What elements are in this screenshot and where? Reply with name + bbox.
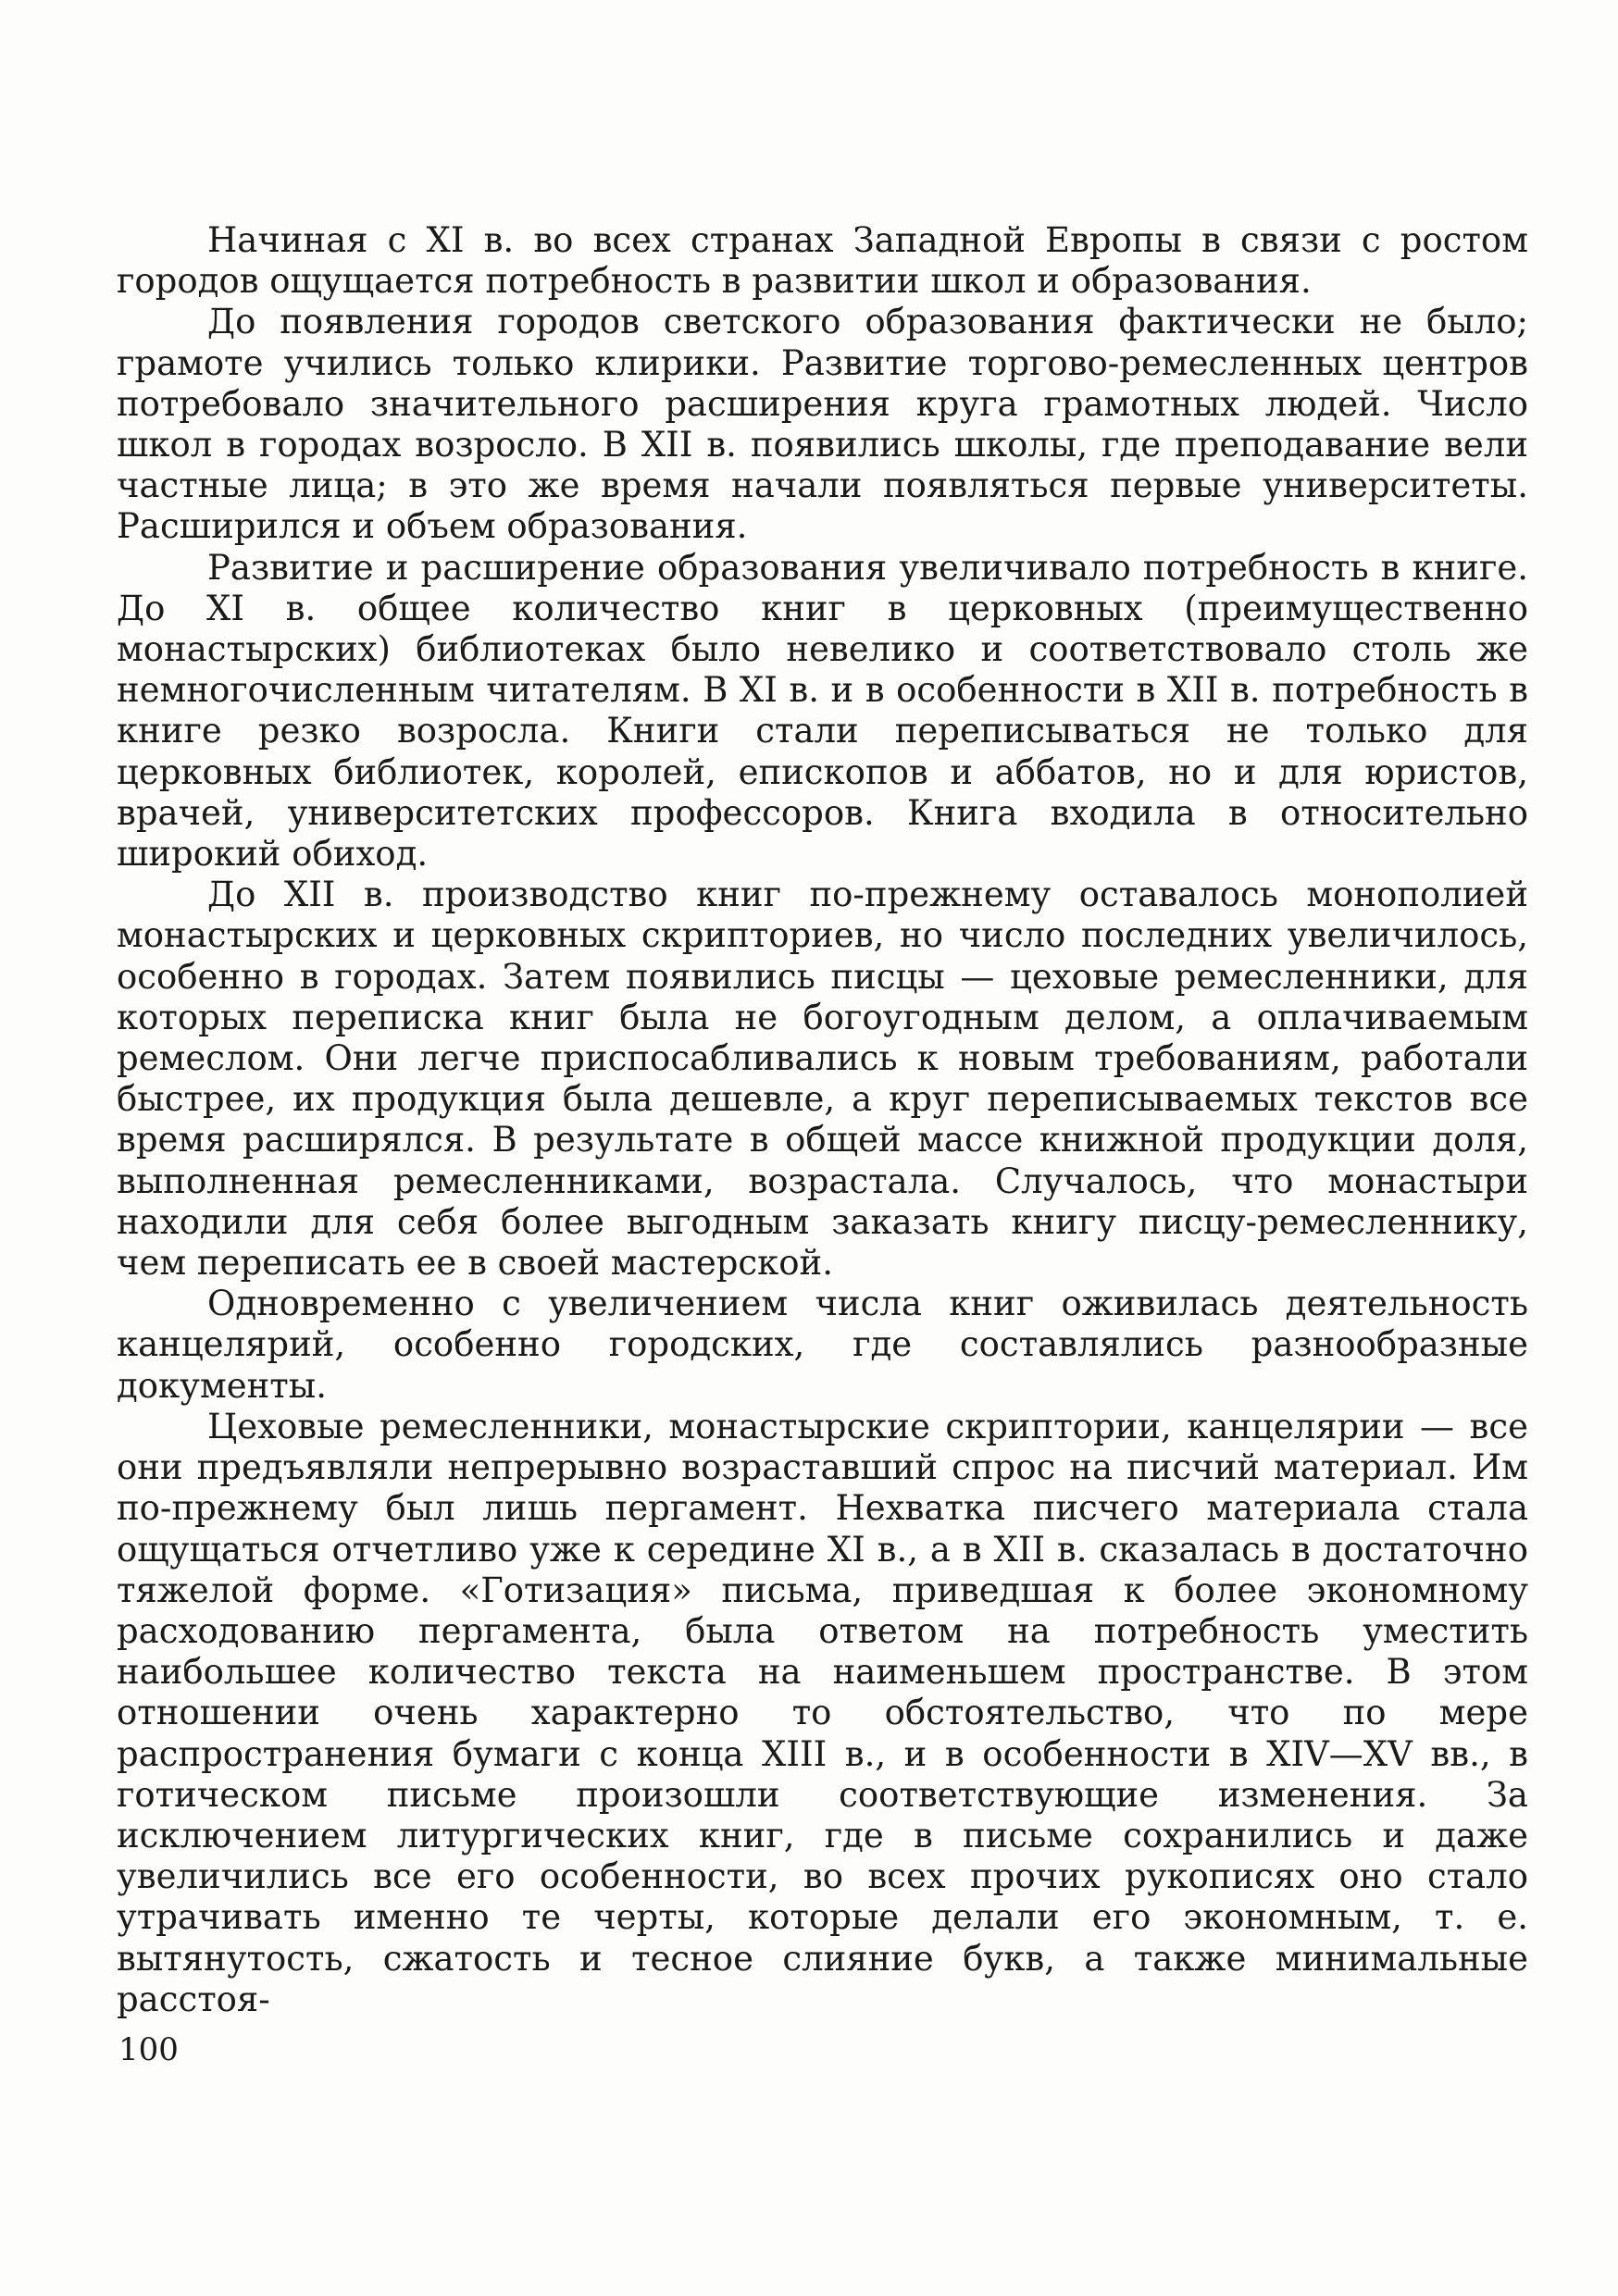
body-text: [117, 220, 1528, 2020]
paragraph-4: До XII в. производство книг по-прежнему оставалось монополией монастырских и церковных скрипториев, но число последних увеличилось, особенно в городах. Затем появились писцы — цеховые ремесленники, для которых переписка книг была не богоугодным делом, а оплачиваемым ремеслом. Они легче приспосабливались к новым требованиям, работали быстрее, их продукция была дешевле, а круг переписываемых текстов все время расширялся. В результате в общей массе книжной продукции доля, выполненная ремесленниками, возрастала. Случалось, что монастыри находили для себя более выгодным заказать книгу писцу-ремесленнику, чем переписать ее в своей мастерской.: [117, 875, 1528, 1284]
paragraph-1: Начиная с XI в. во всех странах Западной Европы в связи с ростом городов ощущается потребность в развитии школ и образования.: [117, 220, 1528, 302]
paragraph-3: Развитие и расширение образования увеличивало потребность в книге. До XI в. общее количество книг в церковных (преимущественно монастырских) библиотеках было невелико и соответствовало столь же немногочисленным читателям. В XI в. и в особенности в XII в. потребность в книге резко возросла. Книги стали переписываться не только для церковных библиотек, королей, епископов и аббатов, но и для юристов, врачей, университетских профессоров. Книга входила в относительно широкий обиход.: [117, 547, 1528, 875]
paragraph-5: Одновременно с увеличением числа книг оживилась деятельность канцелярий, особенно городских, где составлялись разнообразные документы.: [117, 1284, 1528, 1406]
paragraph-6: Цеховые ремесленники, монастырские скриптории, канцелярии — все они предъявляли непрерывно возраставший спрос на писчий материал. Им по-прежнему был лишь пергамент. Нехватка писчего материала стала ощущаться отчетливо уже к середине XI в., а в XII в. сказалась в достаточно тяжелой форме. «Готизация» письма, приведшая к более экономному расходованию пергамента, была ответом на потребность уместить наибольшее количество текста на наименьшем пространстве. В этом отношении очень характерно то обстоятельство, что по мере распространения бумаги с конца XIII в., и в особенности в XIV—XV вв., в готическом письме произошли соответствующие изменения. За исключением литургических книг, где в письме сохранились и даже увеличились все его особенности, во всех прочих рукописях оно стало утрачивать именно те черты, которые делали его экономным, т. е. вытянутость, сжатость и тесное слияние букв, а также минимальные расстоя-: [117, 1406, 1528, 2019]
page-number: 100: [118, 2031, 179, 2068]
paragraph-2: До появления городов светского образования фактически не было; грамоте учились только клирики. Развитие торгово-ремесленных центров потребовало значительного расширения круга грамотных людей. Число школ в городах возросло. В XII в. появились школы, где преподавание вели частные лица; в это же время начали появляться первые университеты. Расширился и объем образования.: [117, 302, 1528, 547]
